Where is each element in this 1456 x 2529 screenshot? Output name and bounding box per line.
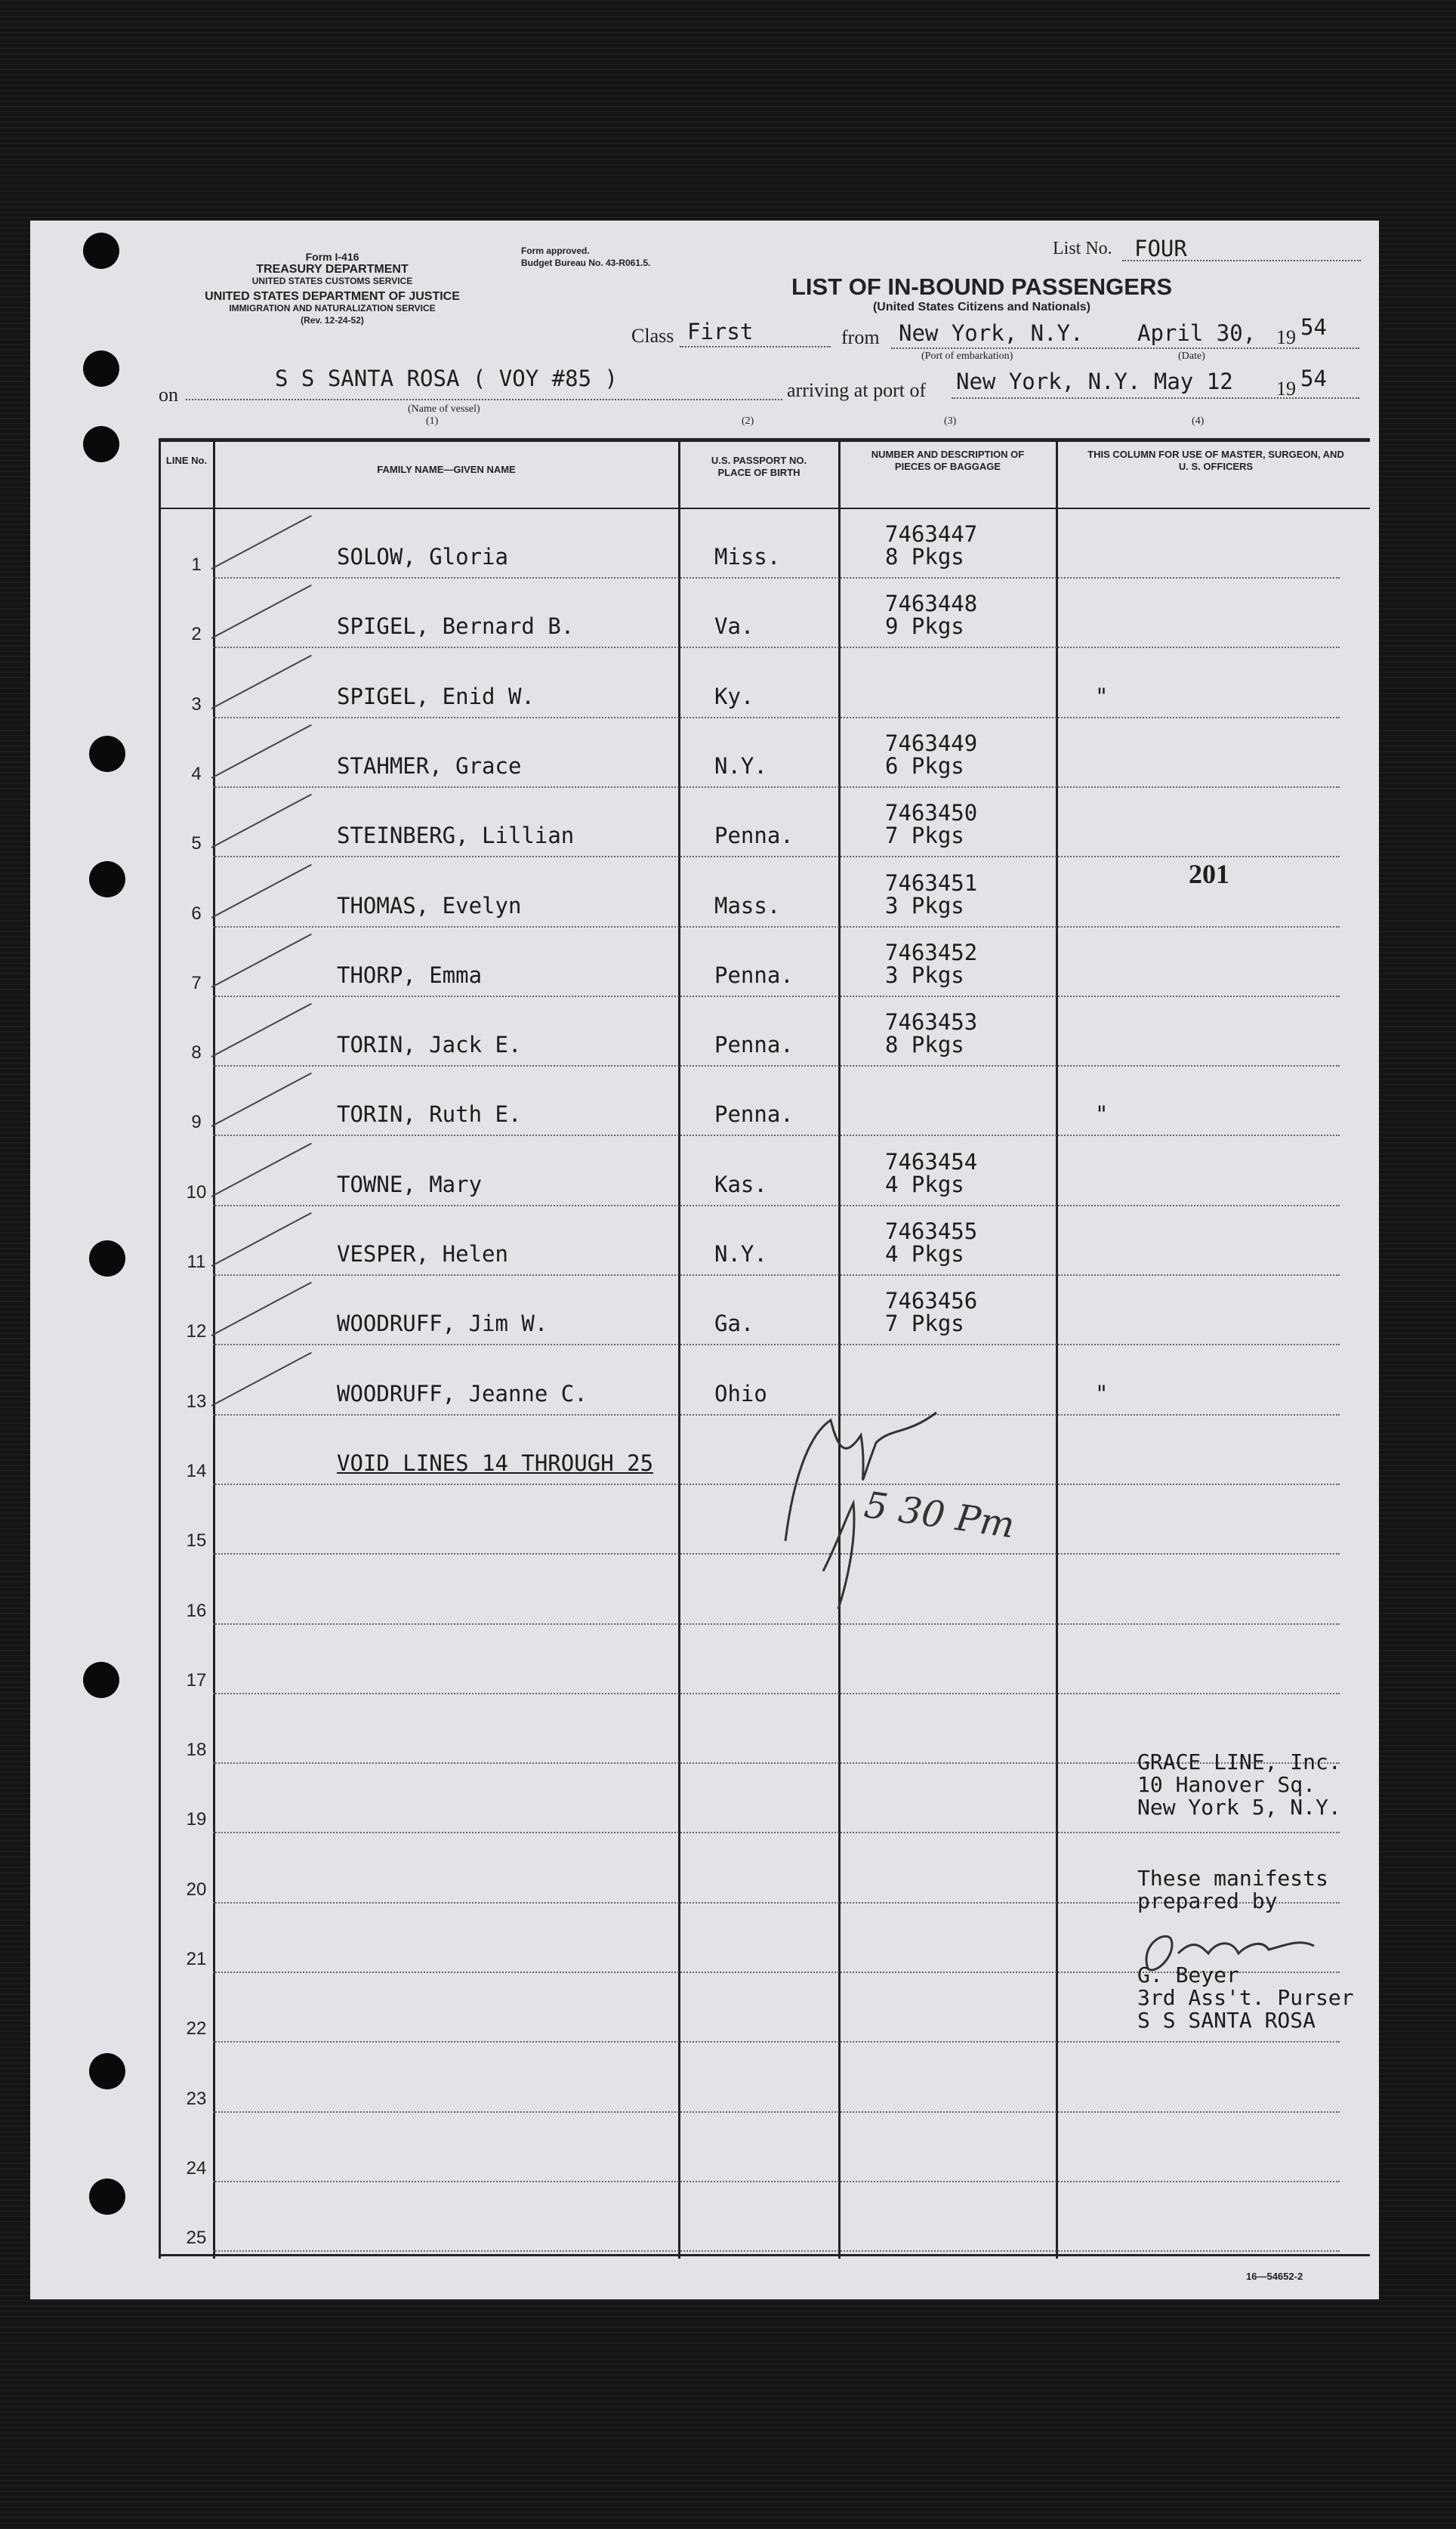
prepared-line-5: S S SANTA ROSA [1137, 2008, 1316, 2033]
passenger-name: STEINBERG, Lillian [337, 823, 575, 849]
on-label: on [159, 384, 178, 406]
arrive-year-prefix: 19 [1276, 378, 1296, 400]
vessel-name: S S SANTA ROSA ( VOY #85 ) [275, 366, 618, 391]
baggage-number: 7463451 [885, 869, 978, 896]
company-name: GRACE LINE, Inc. [1137, 1749, 1341, 1774]
check-mark [211, 724, 312, 779]
baggage-description: 7 Pkgs [885, 823, 964, 849]
footer-code: 16—54652-2 [1246, 2271, 1303, 2282]
baggage-number: 7463449 [885, 730, 978, 756]
punch-hole [83, 426, 119, 462]
arrive-year: 54 [1300, 366, 1327, 391]
row-rule [213, 717, 1340, 718]
punch-hole [89, 1240, 125, 1277]
line-number: 20 [186, 1879, 207, 1900]
baggage-number: 7463447 [885, 521, 978, 547]
table-row [159, 1208, 1370, 1277]
table-row [159, 2045, 1370, 2114]
prepared-line-4: 3rd Ass't. Purser [1137, 1985, 1354, 2010]
header-baggage: NUMBER AND DESCRIPTION OF PIECES OF BAGGAGE [871, 449, 1025, 472]
line-number: 6 [191, 903, 202, 924]
customs-service: UNITED STATES CUSTOMS SERVICE [251, 276, 413, 286]
arriving-label: arriving at port of [787, 379, 927, 401]
baggage-description: 8 Pkgs [885, 544, 964, 570]
baggage-description: 8 Pkgs [885, 1032, 964, 1058]
check-mark [211, 1351, 312, 1406]
class-value: First [687, 319, 754, 344]
class-label: Class [631, 325, 674, 347]
date-caption: (Date) [1178, 350, 1205, 362]
company-address [1137, 1751, 1341, 1819]
baggage-number: 7463456 [885, 1288, 978, 1314]
check-mark [211, 863, 312, 918]
handwritten-time: 5 30 Pm [862, 1484, 1017, 1547]
line-number: 22 [186, 2018, 207, 2040]
table-row [159, 580, 1370, 650]
row-rule [213, 2041, 1340, 2043]
place-of-birth: Penna. [714, 962, 794, 988]
baggage-description: 9 Pkgs [885, 613, 964, 640]
passenger-name: THOMAS, Evelyn [337, 892, 522, 919]
from-label: from [841, 326, 880, 348]
row-rule [213, 1065, 1340, 1067]
ins-service: IMMIGRATION AND NATURALIZATION SERVICE [229, 303, 436, 313]
place-of-birth: Va. [714, 613, 754, 640]
passenger-name: VOID LINES 14 THROUGH 25 [337, 1450, 654, 1476]
table-row [159, 1068, 1370, 1138]
list-title: LIST OF IN-BOUND PASSENGERS [791, 273, 1173, 300]
punch-hole [89, 861, 125, 897]
table-row [159, 2184, 1370, 2253]
table-top-border [159, 438, 1370, 442]
line-number: 15 [186, 1530, 207, 1552]
line-number: 5 [191, 833, 202, 854]
company-city: New York 5, N.Y. [1137, 1795, 1341, 1820]
place-of-birth: Kas. [714, 1171, 767, 1197]
line-number: 19 [186, 1809, 207, 1830]
place-of-birth: Ga. [714, 1311, 754, 1337]
place-of-birth: N.Y. [714, 752, 767, 779]
table-row [159, 1277, 1370, 1347]
check-mark [211, 1282, 312, 1336]
punch-hole [83, 233, 119, 269]
table-row [159, 720, 1370, 789]
place-of-birth: Penna. [714, 1032, 794, 1058]
baggage-number: 7463452 [885, 939, 978, 965]
baggage-description: 6 Pkgs [885, 752, 964, 779]
line-number: 17 [186, 1669, 207, 1691]
officer-stamp-number: 201 [1189, 859, 1229, 889]
arrival-port-date: New York, N.Y. May 12 [956, 369, 1233, 394]
dotted-rule [186, 399, 782, 400]
list-subtitle: (United States Citizens and Nationals) [872, 301, 1091, 313]
header-family-name: FAMILY NAME—GIVEN NAME [377, 464, 516, 475]
line-number: 7 [191, 972, 202, 993]
passenger-name: SOLOW, Gloria [337, 544, 508, 570]
depart-year-prefix: 19 [1276, 326, 1296, 348]
treasury-dept: TREASURY DEPARTMENT [256, 263, 409, 276]
dotted-rule [1122, 260, 1361, 261]
place-of-birth: Mass. [714, 892, 781, 919]
passenger-name: VESPER, Helen [337, 1241, 508, 1267]
punch-hole [89, 736, 125, 772]
row-rule [213, 996, 1340, 997]
row-rule [213, 1344, 1340, 1345]
table-row [159, 650, 1370, 720]
passenger-name: THORP, Emma [337, 962, 483, 988]
from-port: New York, N.Y. [899, 320, 1084, 346]
punch-hole [83, 1662, 119, 1698]
line-number: 9 [191, 1112, 202, 1133]
passenger-name: SPIGEL, Bernard B. [337, 613, 575, 640]
passenger-name: WOODRUFF, Jim W. [337, 1311, 548, 1337]
baggage-description: " [1095, 1101, 1109, 1128]
row-rule [213, 2250, 1340, 2252]
port-caption: (Port of embarkation) [921, 350, 1013, 362]
line-number: 25 [186, 2228, 207, 2249]
baggage-number: 7463454 [885, 1148, 978, 1175]
line-number: 23 [186, 2088, 207, 2109]
baggage-description: 4 Pkgs [885, 1241, 964, 1267]
baggage-description: " [1095, 683, 1109, 709]
table-bottom-border [159, 2254, 1370, 2256]
justice-dept: UNITED STATES DEPARTMENT OF JUSTICE [205, 290, 460, 303]
table-row [159, 511, 1370, 580]
check-mark [211, 1212, 312, 1267]
line-number: 12 [186, 1321, 207, 1342]
row-rule [213, 1623, 1340, 1625]
passenger-table [159, 438, 1370, 2259]
prepared-line-2: prepared by [1137, 1888, 1278, 1913]
table-row [159, 1626, 1370, 1696]
table-row [159, 789, 1370, 859]
row-rule [213, 926, 1340, 928]
manifest-sheet [30, 221, 1379, 2299]
dotted-rule [952, 397, 1359, 399]
check-mark [211, 585, 312, 639]
check-mark [211, 1073, 312, 1127]
baggage-number: 7463450 [885, 800, 978, 826]
dotted-rule [680, 346, 831, 347]
line-number: 21 [186, 1949, 207, 1969]
col-num-2: (2) [742, 415, 754, 427]
baggage-number: 7463453 [885, 1009, 978, 1036]
budget-bureau: Budget Bureau No. 43-R061.5. [521, 258, 651, 268]
depart-date: April 30, [1137, 320, 1257, 346]
row-rule [213, 2181, 1340, 2182]
place-of-birth: N.Y. [714, 1241, 767, 1267]
passenger-name: STAHMER, Grace [337, 752, 522, 779]
passenger-name: TOWNE, Mary [337, 1171, 483, 1197]
baggage-description: " [1095, 1380, 1109, 1407]
line-number: 18 [186, 1740, 207, 1761]
check-mark [211, 933, 312, 987]
row-rule [213, 1832, 1340, 1833]
line-number: 14 [186, 1460, 207, 1481]
baggage-number: 7463455 [885, 1218, 978, 1244]
line-number: 4 [191, 763, 202, 784]
place-of-birth: Ky. [714, 683, 754, 709]
row-rule [213, 1274, 1340, 1276]
line-number: 24 [186, 2157, 207, 2179]
header-bottom-border [159, 508, 1370, 509]
table-row [159, 929, 1370, 999]
prepared-by-block [1137, 1867, 1328, 1913]
revision: (Rev. 12-24-52) [301, 315, 364, 326]
place-of-birth: Miss. [714, 544, 781, 570]
row-rule [213, 577, 1340, 579]
row-rule [213, 786, 1340, 788]
header-passport: U.S. PASSPORT NO. PLACE OF BIRTH [711, 455, 807, 478]
punch-hole [89, 2053, 125, 2089]
place-of-birth: Ohio [714, 1380, 767, 1407]
place-of-birth: Penna. [714, 1101, 794, 1128]
line-number: 10 [186, 1181, 207, 1203]
header-officers: THIS COLUMN FOR USE OF MASTER, SURGEON, AND U. S. OFFICERS [1087, 449, 1344, 472]
baggage-description: 4 Pkgs [885, 1171, 964, 1197]
col-num-4: (4) [1192, 415, 1205, 427]
line-number: 16 [186, 1600, 207, 1621]
check-mark [211, 654, 312, 709]
list-no-label: List No. [1053, 239, 1112, 258]
header-line-no: LINE No. [165, 455, 208, 466]
table-row [159, 1138, 1370, 1208]
row-rule [213, 647, 1340, 648]
table-row [159, 999, 1370, 1068]
baggage-description: 3 Pkgs [885, 962, 964, 988]
passenger-name: SPIGEL, Enid W. [337, 683, 535, 709]
punch-hole [89, 2179, 125, 2215]
row-rule [213, 1205, 1340, 1206]
punch-hole [83, 350, 119, 387]
check-mark [211, 515, 312, 570]
col-num-3: (3) [944, 415, 957, 427]
check-mark [211, 1003, 312, 1058]
row-rule [213, 1693, 1340, 1694]
line-number: 1 [191, 554, 202, 575]
dotted-rule [891, 347, 1359, 349]
company-street: 10 Hanover Sq. [1137, 1772, 1316, 1797]
row-rule [213, 2111, 1340, 2113]
passenger-name: WOODRUFF, Jeanne C. [337, 1380, 588, 1407]
prepared-line-1: These manifests [1137, 1866, 1328, 1891]
line-number: 13 [186, 1391, 207, 1412]
line-number: 2 [191, 624, 202, 645]
check-mark [211, 794, 312, 848]
row-rule [213, 1135, 1340, 1136]
check-mark [211, 1142, 312, 1197]
line-number: 8 [191, 1042, 202, 1064]
baggage-description: 3 Pkgs [885, 892, 964, 919]
baggage-number: 7463448 [885, 591, 978, 617]
purser-block [1137, 1964, 1354, 2032]
place-of-birth: Penna. [714, 823, 794, 849]
list-no-value: FOUR [1134, 236, 1187, 261]
vessel-caption: (Name of vessel) [408, 403, 480, 415]
line-number: 3 [191, 693, 202, 715]
form-approved: Form approved. [521, 245, 590, 256]
form-number: Form I-416 [305, 251, 359, 263]
depart-year: 54 [1300, 314, 1327, 340]
baggage-description: 7 Pkgs [885, 1311, 964, 1337]
prepared-line-3: G. Beyer [1137, 1962, 1239, 1987]
col-num-1: (1) [426, 415, 439, 427]
passenger-name: TORIN, Jack E. [337, 1032, 522, 1058]
row-rule [213, 856, 1340, 857]
passenger-name: TORIN, Ruth E. [337, 1101, 522, 1128]
table-row [159, 2114, 1370, 2184]
line-number: 11 [187, 1252, 206, 1272]
